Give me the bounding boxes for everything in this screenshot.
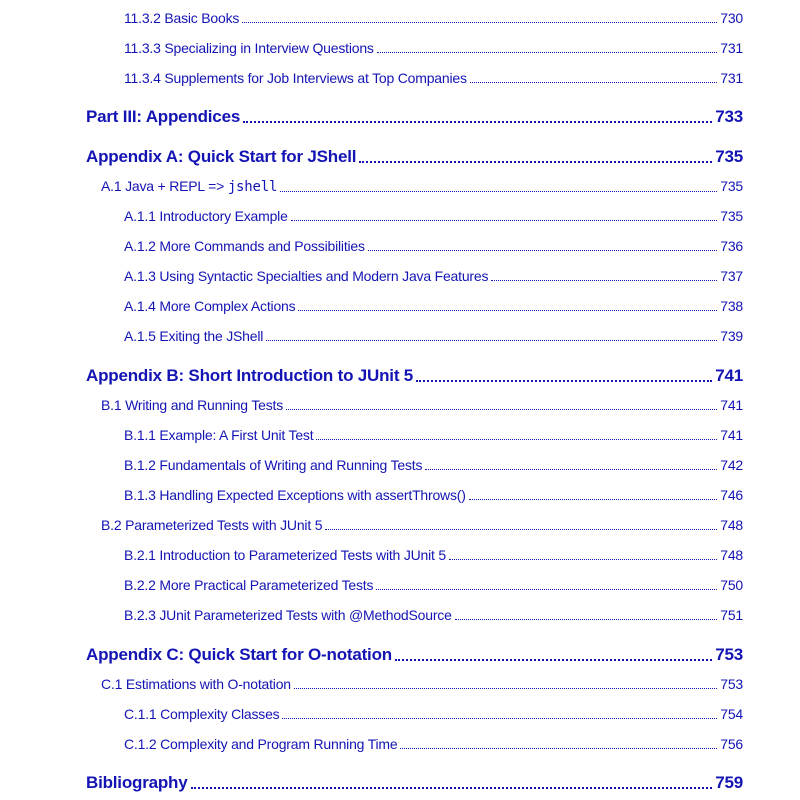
toc-page-number: 741 <box>715 366 743 385</box>
dot-leader <box>282 718 717 719</box>
dot-leader <box>416 380 712 382</box>
toc-entry-label: A.1.3 Using Syntactic Specialties and Modern Java Features <box>124 268 489 284</box>
dot-leader <box>325 529 717 530</box>
toc-entry-b-1-2[interactable] <box>124 457 743 473</box>
toc-entry-label: B.1.3 Handling Expected Exceptions with assertThrows() <box>124 487 466 503</box>
toc-entry-label: B.1.2 Fundamentals of Writing and Running Tests <box>124 457 423 473</box>
toc-page-number: 741 <box>720 397 743 413</box>
dot-leader <box>449 559 717 560</box>
toc-page-number: 735 <box>720 178 743 194</box>
toc-page-number: 730 <box>720 10 743 26</box>
toc-entry-b-2[interactable] <box>101 517 743 533</box>
dot-leader <box>294 688 717 689</box>
toc-page-number: 731 <box>720 70 743 86</box>
toc-page-number: 756 <box>720 736 743 752</box>
dot-leader <box>191 787 713 789</box>
toc-entry-label: Part III: Appendices <box>86 107 241 126</box>
toc-entry-label: 11.3.3 Specializing in Interview Questions <box>124 40 374 56</box>
dot-leader <box>243 121 712 123</box>
toc-page-number: 733 <box>715 107 743 126</box>
toc-entry-label: B.1 Writing and Running Tests <box>101 397 284 413</box>
toc-entry-label: Appendix A: Quick Start for JShell <box>86 147 357 166</box>
toc-page-number: 753 <box>715 645 743 664</box>
dot-leader <box>286 409 717 410</box>
toc-entry-label: 11.3.2 Basic Books <box>124 10 240 26</box>
toc-page-number: 738 <box>720 298 743 314</box>
toc-page-number: 753 <box>720 676 743 692</box>
toc-entry-b-1-3[interactable] <box>124 487 743 503</box>
dot-leader <box>298 310 717 311</box>
toc-page-number: 751 <box>720 607 743 623</box>
dot-leader <box>491 280 717 281</box>
toc-entry-appendix-c[interactable] <box>86 645 743 665</box>
toc-entry-label: B.2.3 JUnit Parameterized Tests with @MethodSource <box>124 607 452 623</box>
dot-leader <box>455 619 718 620</box>
dot-leader <box>400 748 717 749</box>
toc-entry-label: B.2.1 Introduction to Parameterized Tests with JUnit 5 <box>124 547 446 563</box>
code-jshell: jshell <box>227 179 278 195</box>
dot-leader <box>368 250 717 251</box>
toc-entry-a-1-4[interactable] <box>124 298 743 314</box>
toc-page-number: 735 <box>715 147 743 166</box>
toc-page-number: 739 <box>720 328 743 344</box>
toc-entry-label-text: A.1 Java + REPL => <box>101 178 228 194</box>
dot-leader <box>316 439 717 440</box>
toc-page-number: 746 <box>720 487 743 503</box>
dot-leader <box>470 82 717 83</box>
toc-entry-c-1-2[interactable] <box>124 736 743 752</box>
toc-page-number: 759 <box>715 773 743 792</box>
toc-entry-b-2-2[interactable] <box>124 577 743 593</box>
toc-page-number: 742 <box>720 457 743 473</box>
dot-leader <box>395 659 712 661</box>
toc-entry-part-iii[interactable] <box>86 107 743 127</box>
toc-entry-label: B.1.1 Example: A First Unit Test <box>124 427 314 443</box>
dot-leader <box>359 161 712 163</box>
toc-page-number: 741 <box>720 427 743 443</box>
toc-entry-label: C.1 Estimations with O-notation <box>101 676 291 692</box>
toc-entry-a-1-5[interactable] <box>124 328 743 344</box>
toc-entry-c-1-1[interactable] <box>124 706 743 722</box>
toc-entry-a-1-3[interactable] <box>124 268 743 284</box>
toc-entry-label: Bibliography <box>86 773 188 792</box>
toc-entry-a-1[interactable] <box>101 178 743 195</box>
dot-leader <box>280 191 717 192</box>
dot-leader <box>266 340 717 341</box>
toc-page-number: 754 <box>720 706 743 722</box>
toc-entry-a-1-1[interactable] <box>124 208 743 224</box>
toc-entry-label <box>101 178 277 195</box>
toc-entry-label: A.1.2 More Commands and Possibilities <box>124 238 365 254</box>
toc-entry-label: A.1.5 Exiting the JShell <box>124 328 264 344</box>
toc-entry-label: B.2 Parameterized Tests with JUnit 5 <box>101 517 323 533</box>
dot-leader <box>377 52 718 53</box>
toc-entry-c-1[interactable] <box>101 676 743 692</box>
toc-entry-11-3-3[interactable] <box>124 40 743 56</box>
toc-page-number: 750 <box>720 577 743 593</box>
toc-page-number: 748 <box>720 547 743 563</box>
toc-entry-11-3-2[interactable] <box>124 10 743 26</box>
dot-leader <box>425 469 717 470</box>
toc-entry-label: A.1.1 Introductory Example <box>124 208 288 224</box>
toc-entry-label: A.1.4 More Complex Actions <box>124 298 296 314</box>
dot-leader <box>376 589 717 590</box>
toc-page-number: 731 <box>720 40 743 56</box>
toc-entry-a-1-2[interactable] <box>124 238 743 254</box>
toc-entry-b-1[interactable] <box>101 397 743 413</box>
dot-leader <box>242 22 717 23</box>
toc-entry-label: C.1.2 Complexity and Program Running Time <box>124 736 398 752</box>
dot-leader <box>469 499 718 500</box>
toc-entry-11-3-4[interactable] <box>124 70 743 86</box>
toc-entry-appendix-a[interactable] <box>86 147 743 167</box>
toc-entry-label: Appendix C: Quick Start for O-notation <box>86 645 392 664</box>
toc-entry-appendix-b[interactable] <box>86 366 743 386</box>
toc-entry-label: Appendix B: Short Introduction to JUnit 5 <box>86 366 414 385</box>
toc-page-number: 735 <box>720 208 743 224</box>
dot-leader <box>291 220 718 221</box>
toc-page-number: 737 <box>720 268 743 284</box>
toc-entry-label: 11.3.4 Supplements for Job Interviews at Top Companies <box>124 70 467 86</box>
toc-entry-b-1-1[interactable] <box>124 427 743 443</box>
toc-page-number: 748 <box>720 517 743 533</box>
toc-entry-b-2-1[interactable] <box>124 547 743 563</box>
toc-entry-label: C.1.1 Complexity Classes <box>124 706 280 722</box>
toc-page-number: 736 <box>720 238 743 254</box>
toc-entry-bibliography[interactable] <box>86 773 743 793</box>
toc-entry-b-2-3[interactable] <box>124 607 743 623</box>
toc-entry-label: B.2.2 More Practical Parameterized Tests <box>124 577 374 593</box>
